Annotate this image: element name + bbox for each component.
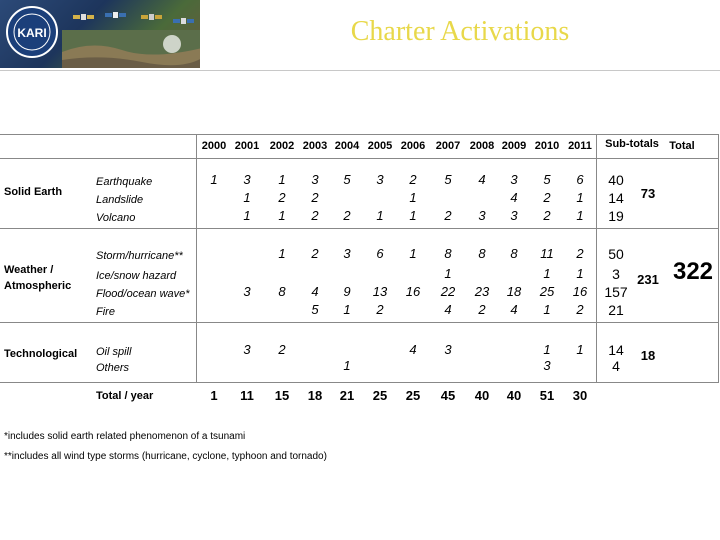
table-cell: 1 <box>409 208 417 223</box>
table-cell: 2 <box>311 246 319 261</box>
table-cell: 1 <box>409 190 417 205</box>
table-cell: 4 <box>444 302 452 317</box>
year-header: 2001 <box>234 140 260 152</box>
table-cell: 3 <box>311 172 319 187</box>
total-year-value: 11 <box>240 388 254 403</box>
kari-logo <box>5 5 59 59</box>
earth-image <box>62 30 200 68</box>
table-cell: 5 <box>444 172 452 187</box>
table-cell: 2 <box>444 208 452 223</box>
table-cell: 11 <box>540 246 554 261</box>
subtotal-value: 40 <box>608 172 624 188</box>
category-label: Atmospheric <box>4 280 72 292</box>
total-year-value: 25 <box>372 388 388 403</box>
total-year-label: Total / year <box>96 390 154 402</box>
subcategory-label: Earthquake <box>96 176 153 188</box>
satellite-icon <box>172 10 194 32</box>
total-year-value: 18 <box>307 388 323 403</box>
table-cell: 1 <box>278 208 286 223</box>
table-cell: 1 <box>576 266 584 281</box>
year-header: 2010 <box>534 140 560 152</box>
total-year-value: 40 <box>506 388 522 403</box>
table-cell: 4 <box>311 284 319 299</box>
category-total: 231 <box>637 272 659 287</box>
table-cell: 2 <box>278 342 286 357</box>
subcategory-label: Ice/snow hazard <box>96 270 177 282</box>
subcategory-label: Storm/hurricane** <box>96 250 183 262</box>
table-cell: 1 <box>278 246 286 261</box>
table-cell: 16 <box>405 284 421 299</box>
table-cell: 1 <box>343 302 351 317</box>
subtotal-value: 157 <box>604 284 628 300</box>
table-cell: 2 <box>343 208 351 223</box>
table-cell: 3 <box>343 246 351 261</box>
satellite-icon <box>104 4 126 26</box>
table-cell: 1 <box>576 342 584 357</box>
header-divider <box>0 70 720 71</box>
subtotal-value: 3 <box>612 266 620 282</box>
table-cell: 5 <box>343 172 351 187</box>
category-label: Technological <box>4 348 78 360</box>
table-cell: 6 <box>576 172 584 187</box>
total-year-value: 25 <box>405 388 421 403</box>
table-cell: 5 <box>311 302 319 317</box>
total-year-value: 21 <box>339 388 355 403</box>
table-cell: 16 <box>572 284 588 299</box>
table-cell: 8 <box>278 284 286 299</box>
table-cell: 25 <box>539 284 555 299</box>
table-cell: 1 <box>576 208 584 223</box>
subcategory-label: Flood/ocean wave* <box>96 288 190 300</box>
table-cell: 2 <box>409 172 417 187</box>
table-cell: 13 <box>372 284 388 299</box>
table-cell: 1 <box>543 342 551 357</box>
subcategory-label: Volcano <box>96 212 136 224</box>
table-cell: 2 <box>311 190 319 205</box>
table-cell: 18 <box>506 284 522 299</box>
table-cell: 1 <box>343 358 351 373</box>
table-cell: 23 <box>474 284 490 299</box>
table-cell: 8 <box>478 246 486 261</box>
table-cell: 2 <box>278 190 286 205</box>
table-cell: 1 <box>210 172 218 187</box>
table-cell: 2 <box>543 208 551 223</box>
row-divider <box>0 322 718 323</box>
year-header: 2004 <box>334 140 360 152</box>
svg-text:KARI: KARI <box>17 26 47 40</box>
year-header: 2006 <box>400 140 426 152</box>
row-divider <box>0 228 718 229</box>
subtotals-header: Sub-totals <box>605 138 659 150</box>
subtotal-value: 21 <box>608 302 624 318</box>
category-total: 73 <box>640 186 656 201</box>
subtotal-value: 50 <box>608 246 624 262</box>
table-cell: 4 <box>510 190 518 205</box>
table-cell: 1 <box>243 190 251 205</box>
subtotal-value: 4 <box>612 358 620 374</box>
grand-total: 322 <box>672 258 714 285</box>
table-cell: 8 <box>444 246 452 261</box>
header-banner <box>0 0 720 68</box>
year-header: 2009 <box>501 140 527 152</box>
table-cell: 3 <box>376 172 384 187</box>
row-divider <box>0 158 718 159</box>
table-cell: 2 <box>576 302 584 317</box>
subtotal-value: 14 <box>608 342 624 358</box>
table-cell: 2 <box>478 302 486 317</box>
category-total: 18 <box>640 348 656 363</box>
table-cell: 4 <box>510 302 518 317</box>
table-cell: 1 <box>576 190 584 205</box>
table-cell: 3 <box>543 358 551 373</box>
table-cell: 1 <box>543 266 551 281</box>
table-cell: 4 <box>478 172 486 187</box>
table-cell: 2 <box>376 302 384 317</box>
table-cell: 4 <box>409 342 417 357</box>
footnote-storms: **includes all wind type storms (hurricane, cyclone, typhoon and tornado) <box>4 451 327 462</box>
year-header: 2007 <box>435 140 461 152</box>
subcategory-label: Landslide <box>96 194 144 206</box>
year-header: 2003 <box>302 140 328 152</box>
subcategory-label: Others <box>96 362 130 374</box>
table-cell: 5 <box>543 172 551 187</box>
satellite-icon <box>72 6 94 28</box>
page-title: Charter Activations <box>350 16 570 47</box>
satellite-icon <box>140 6 162 28</box>
subtotal-value: 19 <box>608 208 624 224</box>
table-cell: 1 <box>376 208 384 223</box>
total-year-value: 51 <box>539 388 555 403</box>
total-year-value: 1 <box>210 388 218 403</box>
year-header: 2008 <box>469 140 495 152</box>
table-cell: 3 <box>243 284 251 299</box>
footnote-tsunami: *includes solid earth related phenomenon of a tsunami <box>4 431 246 442</box>
table-cell: 2 <box>543 190 551 205</box>
table-cell: 3 <box>243 172 251 187</box>
table-cell: 3 <box>243 342 251 357</box>
year-header: 2011 <box>568 140 592 152</box>
table-cell: 2 <box>576 246 584 261</box>
table-cell: 3 <box>510 208 518 223</box>
table-cell: 3 <box>510 172 518 187</box>
table-cell: 1 <box>243 208 251 223</box>
table-cell: 2 <box>311 208 319 223</box>
table-cell: 3 <box>478 208 486 223</box>
subtotal-value: 14 <box>608 190 624 206</box>
year-header: 2005 <box>367 140 393 152</box>
table-cell: 1 <box>278 172 286 187</box>
table-cell: 1 <box>409 246 417 261</box>
table-cell: 1 <box>543 302 551 317</box>
year-header: 2000 <box>201 140 227 152</box>
total-year-value: 40 <box>474 388 490 403</box>
category-label: Weather / <box>4 264 54 276</box>
total-year-value: 30 <box>572 388 588 403</box>
table-cell: 3 <box>444 342 452 357</box>
row-divider <box>0 382 718 383</box>
category-label: Solid Earth <box>4 186 63 198</box>
subcategory-label: Fire <box>96 306 115 318</box>
table-cell: 6 <box>376 246 384 261</box>
year-header: 2002 <box>269 140 295 152</box>
table-cell: 1 <box>444 266 452 281</box>
table-cell: 9 <box>343 284 351 299</box>
total-year-value: 15 <box>274 388 290 403</box>
total-header: Total <box>669 140 695 152</box>
table-cell: 8 <box>510 246 518 261</box>
subcategory-label: Oil spill <box>96 346 132 358</box>
table-cell: 22 <box>440 284 456 299</box>
total-year-value: 45 <box>440 388 456 403</box>
